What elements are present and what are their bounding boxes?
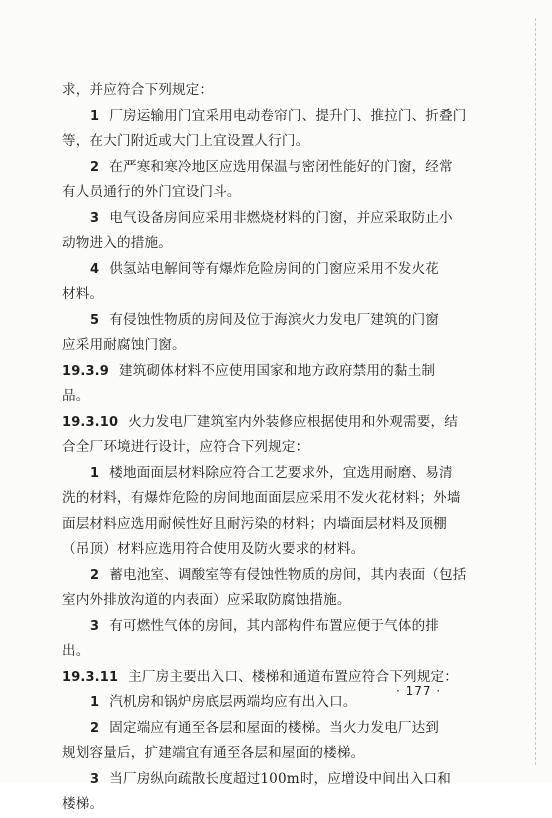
line-text: 洗的材料，有爆炸危险的房间地面面层应采用不发火花材料；外墙 xyxy=(62,490,461,506)
line-text: 供氢站电解间等有爆炸危险房间的门窗应采用不发火花 xyxy=(109,260,440,277)
text-line xyxy=(62,461,494,487)
line-text: 材料。 xyxy=(62,286,104,302)
item-number: 1 xyxy=(90,108,100,124)
text-line xyxy=(62,741,494,767)
text-line xyxy=(62,563,494,589)
text-line xyxy=(62,588,494,614)
body-text xyxy=(62,78,494,818)
item-number: 2 xyxy=(90,567,100,583)
item-number: 1 xyxy=(90,695,100,710)
line-text: 火力发电厂建筑室内外装修应根据使用和外观需要，结 xyxy=(128,413,459,430)
line-text: 等，在大门附近或大门上宜设置人行门。 xyxy=(62,133,310,149)
line-text: 动物进入的措施。 xyxy=(62,235,172,251)
page-edge-line xyxy=(535,18,536,765)
text-line xyxy=(62,129,494,155)
line-text: 出。 xyxy=(62,643,90,659)
line-text: 在严寒和寒冷地区应选用保温与密闭性能好的门窗，经常 xyxy=(109,158,453,175)
text-line xyxy=(62,180,494,206)
line-text: 楼地面面层材料除应符合工艺要求外，宜选用耐磨、易清 xyxy=(109,464,453,481)
line-text: 主厂房主要出入口、楼梯和通道布置应符合下列规定： xyxy=(128,668,459,685)
line-text: 求，并应符合下列规定： xyxy=(62,82,214,98)
item-number: 2 xyxy=(90,720,100,736)
line-text: 面层材料应选用耐候性好且耐污染的材料；内墙面层材料及顶棚 xyxy=(62,515,447,532)
text-line xyxy=(62,639,494,665)
text-line xyxy=(62,282,494,308)
line-text: 固定端应有通至各层和屋面的楼梯。当火力发电厂达到 xyxy=(109,719,440,736)
text-line xyxy=(62,104,494,130)
item-number: 2 xyxy=(90,159,100,175)
line-text: 楼梯。 xyxy=(62,796,104,812)
line-text: 当厂房纵向疏散长度超过100m时，应增设中间出入口和 xyxy=(109,770,452,787)
item-number: 3 xyxy=(90,210,100,226)
text-line xyxy=(62,537,494,563)
line-text: 厂房运输用门宜采用电动卷帘门、提升门、推拉门、折叠门 xyxy=(109,107,467,124)
text-line xyxy=(62,435,494,461)
line-text: 室内外排放沟道的内表面）应采取防腐蚀措施。 xyxy=(62,592,351,608)
item-number: 3 xyxy=(90,771,100,787)
section-number: 19.3.11 xyxy=(62,669,119,685)
line-text: 电气设备房间应采用非燃烧材料的门窗，并应采取防止小 xyxy=(109,209,453,226)
text-line xyxy=(62,614,494,640)
text-line xyxy=(62,78,494,104)
text-line xyxy=(62,359,494,385)
line-text: 规划容量后，扩建端宜有通至各层和屋面的楼梯。 xyxy=(62,745,365,761)
section-number: 19.3.10 xyxy=(62,414,119,430)
text-line xyxy=(62,767,494,793)
item-number: 3 xyxy=(90,618,100,634)
line-text: 有可燃性气体的房间，其内部构件布置应便于气体的排 xyxy=(109,617,440,634)
text-line xyxy=(62,512,494,538)
line-text: 合全厂环境进行设计，应符合下列规定： xyxy=(62,439,310,455)
section-number: 19.3.9 xyxy=(62,363,109,379)
line-text: 有侵蚀性物质的房间及位于海滨火力发电厂建筑的门窗 xyxy=(109,311,440,328)
text-line xyxy=(62,257,494,283)
page-number: · 177 · xyxy=(396,684,442,698)
text-line xyxy=(62,333,494,359)
line-text: （吊顶）材料应选用符合使用及防火要求的材料。 xyxy=(62,541,365,557)
line-text: 蓄电池室、调酸室等有侵蚀性物质的房间，其内表面（包括 xyxy=(109,566,467,583)
item-number: 1 xyxy=(90,465,100,481)
text-line xyxy=(62,716,494,742)
line-text: 建筑砌体材料不应使用国家和地方政府禁用的黏土制 xyxy=(118,362,436,379)
text-line xyxy=(62,792,494,818)
item-number: 5 xyxy=(90,312,100,328)
text-line xyxy=(62,486,494,512)
line-text: 品。 xyxy=(62,388,90,404)
line-text: 有人员通行的外门宜设门斗。 xyxy=(62,184,241,200)
line-text: 汽机房和锅炉房底层两端均应有出入口。 xyxy=(109,694,357,710)
item-number: 4 xyxy=(90,261,100,277)
line-text: 应采用耐腐蚀门窗。 xyxy=(62,337,186,353)
text-line xyxy=(62,384,494,410)
text-line xyxy=(62,308,494,334)
text-line xyxy=(62,206,494,232)
text-line xyxy=(62,155,494,181)
text-line xyxy=(62,231,494,257)
text-line xyxy=(62,410,494,436)
